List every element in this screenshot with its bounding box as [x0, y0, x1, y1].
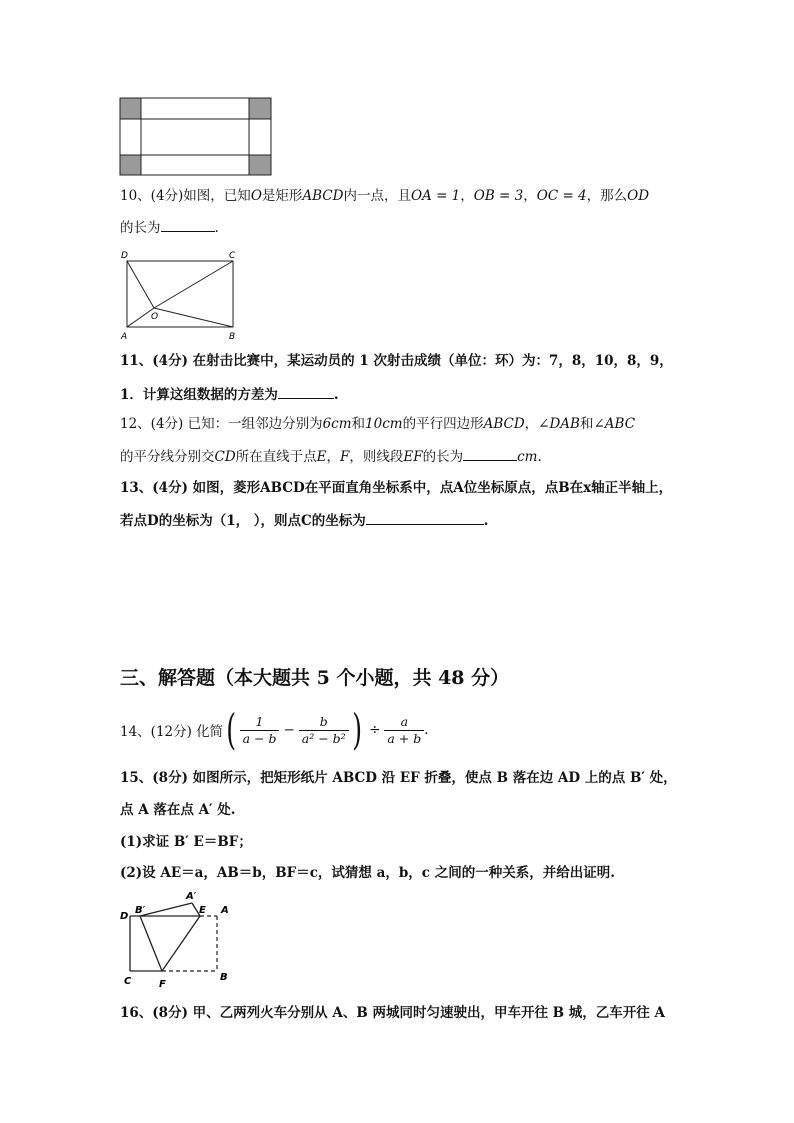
- q14-line: 14、(12分) 化简 ( $\frac{1}{a - b}$ − $\frac{b}{\text{a² − b²}}$ ) ÷ $\frac{a}{a + b}$ .: [120, 705, 429, 754]
- label-a: A: [121, 332, 128, 342]
- fraction-3: $\frac{a}{a + b}$: [384, 715, 424, 746]
- q11-line2: 1．计算这组数据的方差为 .: [120, 384, 339, 405]
- q13-line1: 13、(4分) 如图，菱形ABCD在平面直角坐标系中，点A位坐标原点，点B在x轴正半轴上，: [120, 480, 673, 496]
- corner-shade-bl: [120, 155, 141, 175]
- q15-fold-figure: [118, 888, 240, 990]
- label-d: D: [121, 251, 128, 261]
- q10-line2: 的长为 .: [120, 217, 219, 238]
- section-heading: 三、解答题（本大题共 5 个小题，共 48 分）: [120, 667, 510, 689]
- q16-line1: 16、(8分) 甲、乙两列火车分别从 A、B 两城同时匀速驶出，甲车开往 B 城，乙车开往 A: [120, 1005, 665, 1021]
- fraction-1: $\frac{1}{a - b}$: [240, 715, 280, 746]
- answer-blank: [463, 446, 517, 461]
- label-e: E: [199, 905, 206, 916]
- q10-rectangle-figure: [118, 248, 244, 342]
- frame-figure: [119, 97, 273, 177]
- label-d: D: [120, 911, 129, 922]
- label-o: O: [151, 312, 159, 322]
- q12-line2: 的平分线分别交CD所在直线于点E，F，则线段EF的长为 cm.: [120, 446, 542, 467]
- frame-inner: [141, 119, 249, 155]
- left-paren: (: [226, 705, 237, 754]
- q11-line1: 11、(4分) 在射击比赛中，某运动员的 1 次射击成绩（单位：环）为：7，8，10，8，9，: [120, 353, 673, 369]
- q12-line1: 12、(4分) 已知：一组邻边分别为6cm和10cm的平行四边形ABCD，∠DAB和∠ABC: [120, 416, 636, 432]
- q13-line2: 若点D的坐标为（1， ），则点C的坐标为 .: [120, 510, 489, 531]
- q10-line1: 10、(4分)如图，已知O是矩形ABCD内一点，且OA = 1，OB = 3，OC = 4，那么OD: [120, 188, 650, 204]
- answer-blank: [278, 384, 334, 399]
- q15-line1: 15、(8分) 如图所示，把矩形纸片 ABCD 沿 EF 折叠，使点 B 落在边 AD 上的点 B′ 处，: [120, 770, 677, 786]
- answer-blank: [366, 510, 484, 525]
- fraction-2: $\frac{b}{\text{a² − b²}}$: [299, 715, 349, 746]
- label-b-prime: B′: [135, 905, 146, 916]
- label-c: C: [124, 976, 132, 987]
- corner-shade-tl: [120, 98, 141, 119]
- frame-outer: [120, 98, 271, 175]
- label-c: C: [229, 251, 236, 261]
- corner-shade-br: [249, 155, 271, 175]
- right-paren: ): [351, 705, 362, 754]
- corner-shade-tr: [249, 98, 271, 119]
- label-b: B: [220, 972, 228, 983]
- label-a: A: [221, 905, 229, 916]
- answer-blank: [161, 217, 215, 232]
- label-b: B: [229, 332, 236, 342]
- label-f: F: [159, 979, 166, 990]
- label-a-prime: A′: [186, 891, 197, 902]
- q15-line4: (2)设 AE＝a，AB＝b，BF＝c，试猜想 a，b，c 之间的一种关系，并给出证明.: [120, 865, 615, 881]
- q15-line2: 点 A 落在点 A′ 处.: [120, 802, 236, 818]
- q15-line3: (1)求证 B′ E＝BF；: [120, 834, 252, 850]
